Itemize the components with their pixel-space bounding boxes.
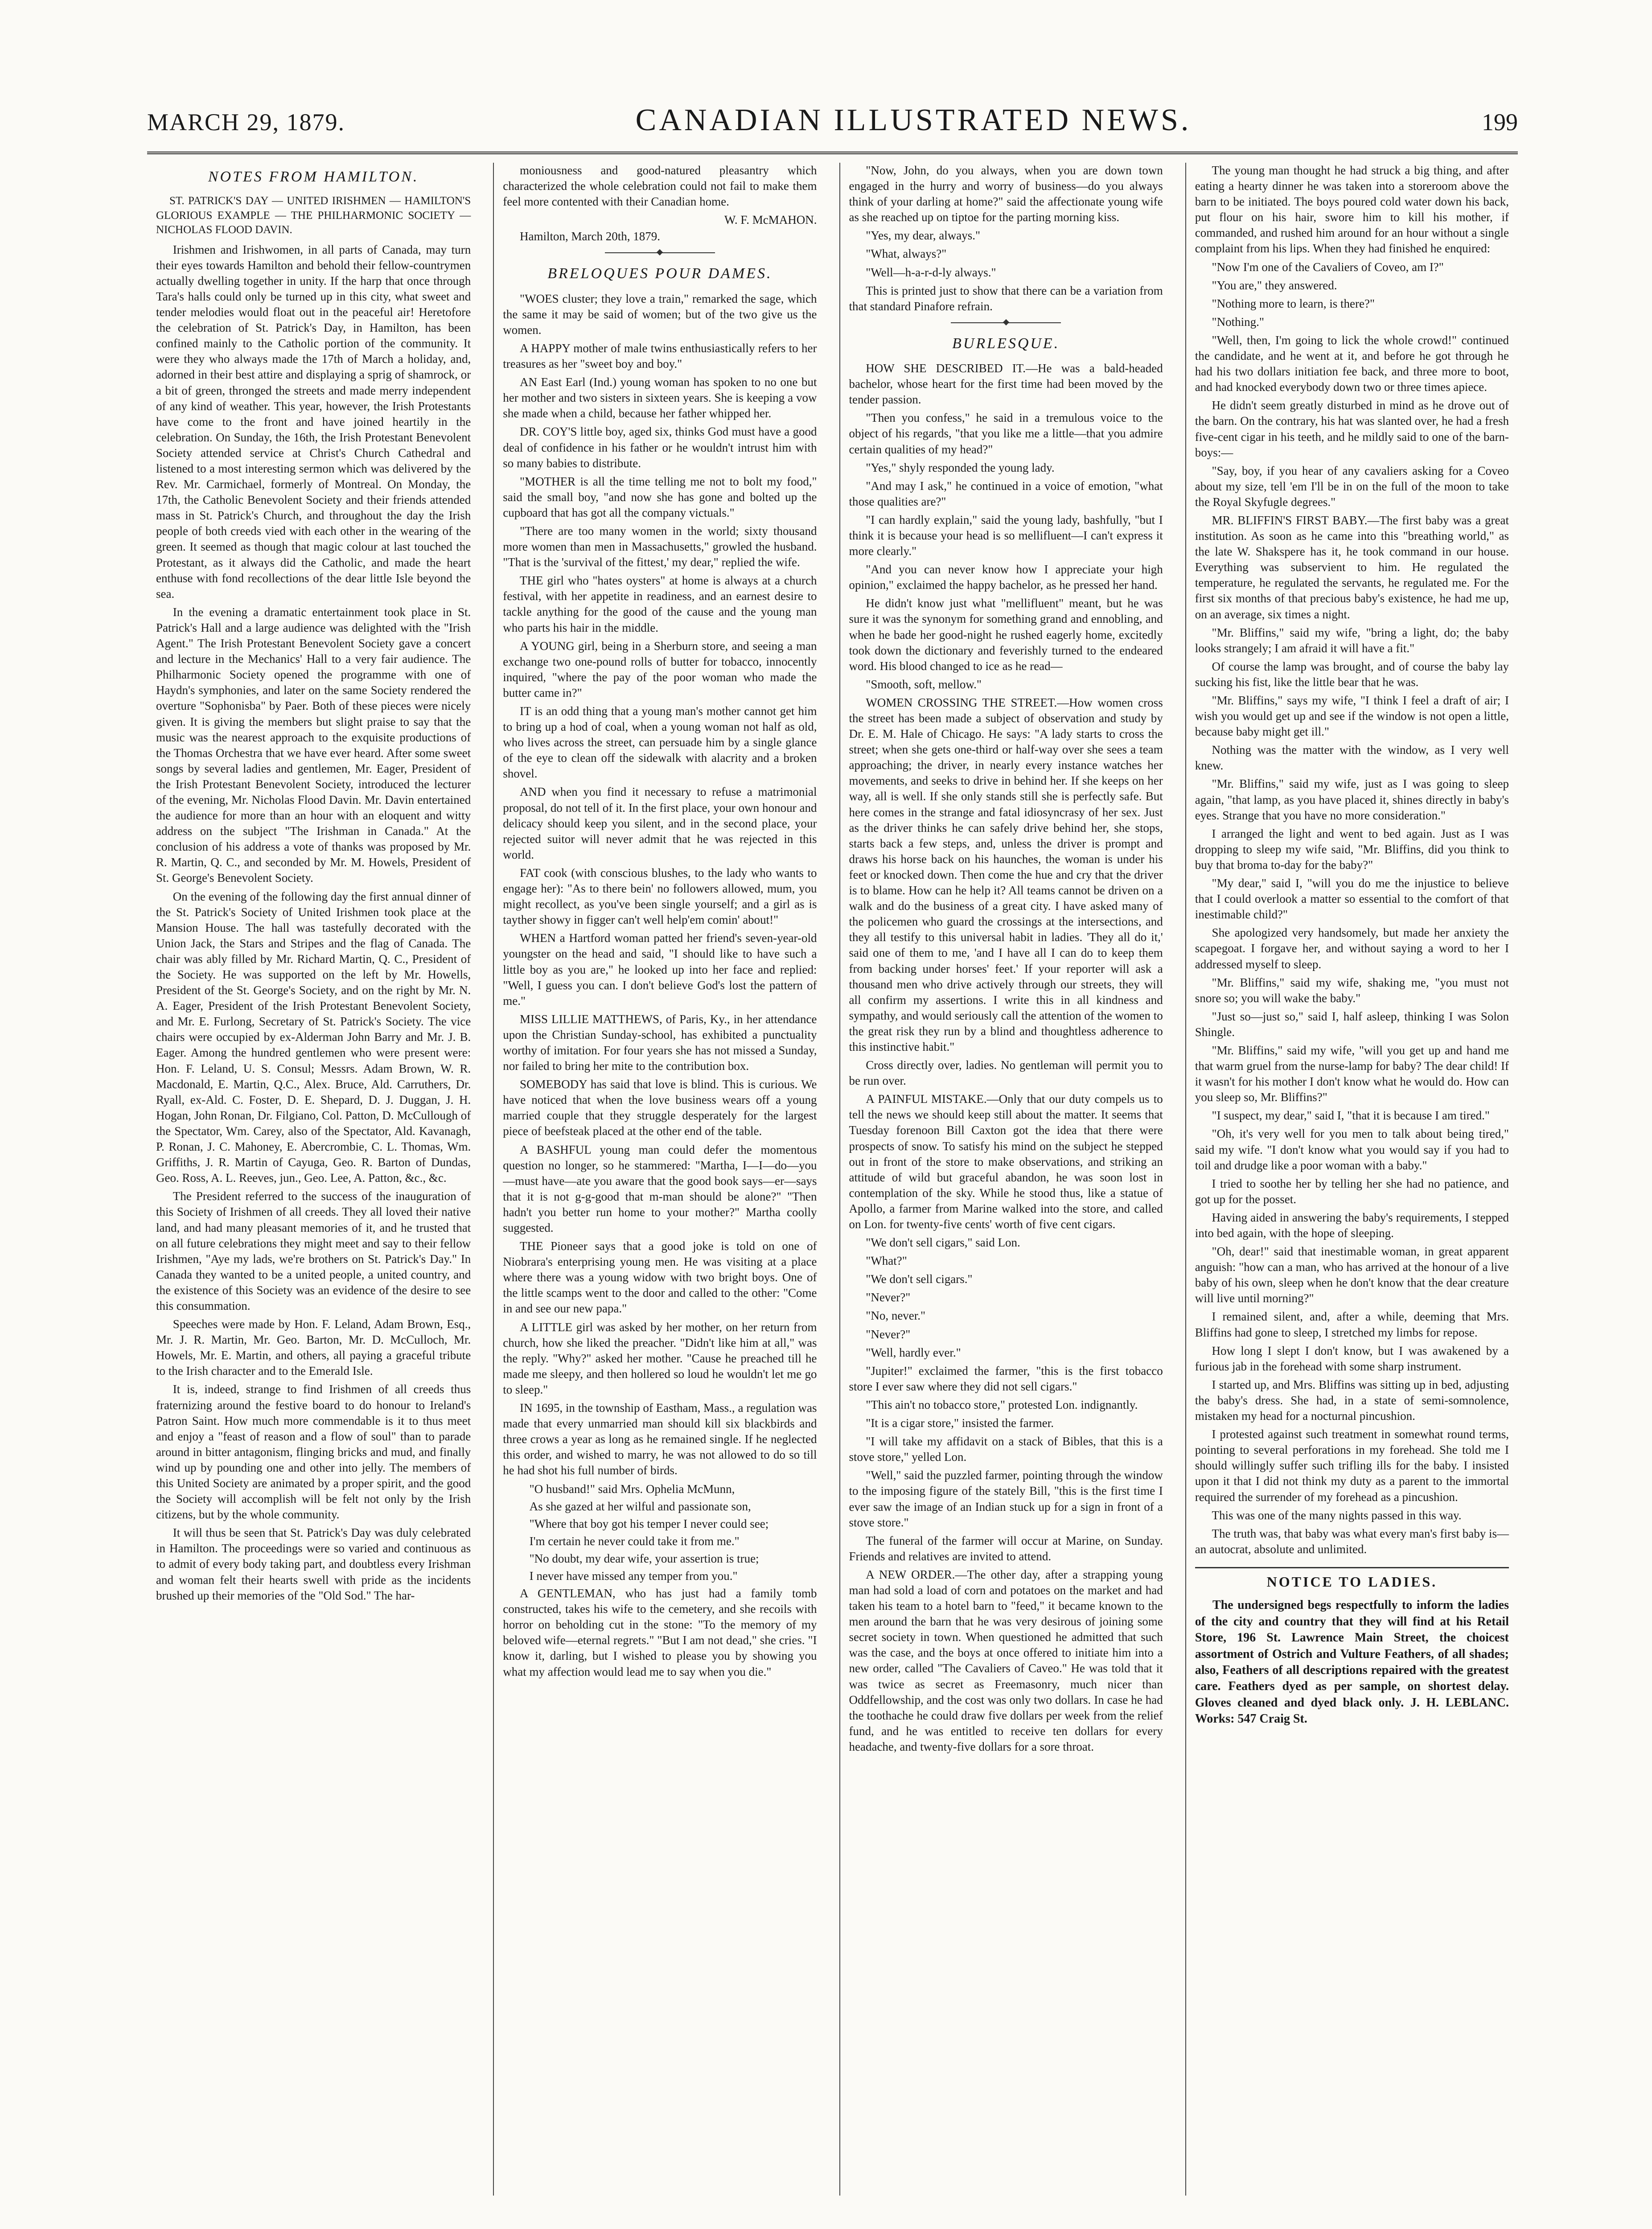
paragraph: It is, indeed, strange to find Irishmen of all creeds thus fraternizing around the festive board to do honour to Ireland's Patron Saint. How much more commendable is it to thus meet and enjoy a "feast of reason and a flow of soul" than to parade around in bitter antagonism, flinging bricks and mud, and finally wind up by pounding one and other into jelly. The members of this United Society are animated by a proper spirit, and the good the Society will accomplish will be felt not only by the Irish citizens, but by the whole community. [156, 1382, 471, 1522]
paragraph: This is printed just to show that there can be a variation from that standard Pinafore refrain. [849, 284, 1163, 313]
section-divider [605, 252, 715, 256]
paragraph: "Never?" [866, 1291, 911, 1304]
paragraph: IT is an odd thing that a young man's mother cannot get him to bring up a hod of coal, when a young woman not half as old, who lives across the street, can persuade him by a single glance of the eye to clean off the sidewalk with alacrity and a broken shovel. [503, 704, 817, 781]
paragraph: "MOTHER is all the time telling me not to bolt my food," said the small boy, "and now she has gone and bolted up the cupboard that has got all the company victuals." [503, 474, 817, 519]
paragraph: I started up, and Mrs. Bliffins was sitting up in bed, adjusting the baby's dress. She had, in a state of semi-somnolence, mistaken my head for a nocturnal pincushion. [1195, 1378, 1509, 1423]
newspaper-page [147, 103, 1518, 2198]
paragraph: How long I slept I don't know, but I was awakened by a furious jab in the forehead with some sharp instrument. [1195, 1344, 1509, 1373]
notice-text: The undersigned begs respectfully to inform the ladies of the city and country that they will find at his Retail Store, 196 St. Lawrence Main Street, the choicest assortment of Ostrich and Vulture Feathers, of all shades; also, Feathers of all descriptions repaired with the greatest care. Feathers dyed as per sample, on shortest delay. Gloves cleaned and dyed black only. J. H. LEBLANC. Works: 547 Craig St. [1195, 1598, 1509, 1726]
verse-line: I never have missed any temper from you." [529, 1569, 738, 1583]
paragraph: "What, always?" [866, 247, 947, 261]
notice-heading: NOTICE TO LADIES. [1266, 1573, 1438, 1590]
final-paragraph: A GENTLEMAN, who has just had a family tomb constructed, takes his wife to the cemetery, and she recoils with horror on beholding cut in the stone: "To the memory of my beloved wife—eternal regrets." "But I am not dead," she cries. "I know it, darling, but I wished to please you by showing you what my affection would lead me to say when you die." [503, 1587, 817, 1678]
paragraph: WHEN a Hartford woman patted her friend's seven-year-old youngster on the head and said, "I should like to have such a little boy as you are," he looked up into her face and replied: "Well, I guess you can. I don't believe God's lost the pattern of me." [503, 931, 817, 1008]
paragraph: "This ain't no tobacco store," protested Lon. indignantly. [866, 1398, 1138, 1411]
masthead [147, 103, 1518, 154]
paragraph: "Now, John, do you always, when you are down town engaged in the hurry and worry of business—do you always think of your darling at home?" said the affectionate young wife as she reached up on tiptoe for the parting morning kiss. [849, 164, 1163, 224]
paragraph: A HAPPY mother of male twins enthusiastically refers to her treasures as her "sweet boy and boy." [503, 341, 817, 371]
paragraph: "Now I'm one of the Cavaliers of Coveo, am I?" [1212, 260, 1444, 274]
col4-paragraphs [1195, 163, 1509, 1557]
paragraph: He didn't seem greatly disturbed in mind as he drove out of the barn. On the contrary, his hat was slanted over, he had a fresh five-cent cigar in his teeth, and he mildly said to one of the barn-boys:— [1195, 399, 1509, 459]
paragraph: "And you can never know how I appreciate your high opinion," exclaimed the happy bachelor, as he pressed her hand. [849, 563, 1163, 592]
paragraph: This was one of the many nights passed in this way. [1212, 1508, 1462, 1522]
column-4 [1185, 163, 1518, 2196]
paragraph: "There are too many women in the world; sixty thousand more women than men in Massachusetts," growled the husband. "That is the 'survival of the fittest,' my dear," replied the wife. [503, 524, 817, 569]
column-3 [839, 163, 1172, 2196]
paragraph: A BASHFUL young man could defer the momentous question no longer, so he stammered: "Martha, I—I—do—you—must have—ate you aware that the good book says—er—says that it is not g-g-good that m-man should be alone?" "Then hadn't you better run home to your mother?" Martha coolly suggested. [503, 1143, 817, 1234]
verse-line: "No doubt, my dear wife, your assertion is true; [529, 1551, 759, 1565]
paragraph: "Mr. Bliffins," said my wife, "will you get up and hand me that warm gruel from the nurse-lamp for baby? The dear child! If it wasn't for his mother I don't know what he would do. How can you sleep so, Mr. Bliffins?" [1195, 1043, 1509, 1104]
paragraph: WOMEN CROSSING THE STREET.—How women cross the street has been made a subject of observation and study by Dr. E. M. Hale of Chicago. He says: "A lady starts to cross the street; when she gets one-third or half-way over she sees a team approaching; the driver, in nearly every instance watches her movements, and seeks to drive in behind her. If she keeps on her way, all is well. If she only stands still she is perfectly safe. But here comes in the strange and fatal idiosyncrasy of her sex. Just as the driver thinks he can safely drive behind her, she stops, starts back a few steps, and, unless the driver is prompt and draws his horse back on his haunches, the woman is under his feet or knocked down. Then come the hue and cry that the driver is to blame. How can he help it? All teams cannot be driven on a walk and do the business of a great city. I have asked many of the policemen who guard the crossings at the intersections, and they all testify to this universal habit in ladies. 'They all do it,' said one of them to me, 'and I have all I can do to keep them from backing under horses' feet.' If your reporter will ask a thousand men who drive actively through our streets, they will all confirm my assertions. I write this in all kindness and sympathy, and would seriously call the attention of the women to the great risk they run by a blind and thoughtless adherence to this instinctive habit." [849, 695, 1163, 1053]
paragraph: "Say, boy, if you hear of any cavaliers asking for a Coveo about my size, tell 'em I'll be in on the full of the moon to take the Royal Skyfugle degrees." [1195, 464, 1509, 509]
column-1 [147, 163, 480, 2196]
paragraph: HOW SHE DESCRIBED IT.—He was a bald-headed bachelor, whose heart for the first time had been moved by the tender passion. [849, 362, 1163, 407]
paragraph: "We don't sell cigars." [866, 1272, 973, 1286]
paragraph: "Then you confess," he said in a tremulous voice to the object of his regards, "that you like me a little—that you admire certain qualities of my head?" [849, 411, 1163, 456]
verse-line: "Where that boy got his temper I never could see; [529, 1517, 769, 1530]
paragraph: It will thus be seen that St. Patrick's Day was duly celebrated in Hamilton. The proceedings were so varied and continuous as to admit of every body taking part, and doubtless every Irishman and woman felt their hearts swell with pride as the incidents brushed up their memories of the "Old Sod." The har- [156, 1526, 471, 1602]
paragraph: The young man thought he had struck a big thing, and after eating a hearty dinner he was taken into a storeroom above the barn to be initiated. The boys poured cold water down his back, put flour on his hair, swore him to kill his mother, if commanded, and rushed him around for an hour without a single complaint from his lips. When they had finished he enquired: [1195, 164, 1509, 255]
paragraph: I tried to soothe her by telling her she had no patience, and got up for the posset. [1195, 1176, 1509, 1206]
paragraph: "Mr. Bliffins," said my wife, "bring a light, do; the baby looks strangely; I am afraid it will have a fit." [1195, 625, 1509, 655]
paragraph: I arranged the light and went to bed again. Just as I was dropping to sleep my wife said, "Mr. Bliffins, did you think to buy that broma to-day for the baby?" [1195, 827, 1509, 872]
paragraph: "Mr. Bliffins," said my wife, shaking me, "you must not snore so; you will wake the baby." [1195, 975, 1509, 1005]
paragraph: AND when you find it necessary to refuse a matrimonial proposal, do not tell of it. In the first place, your own honour and delicacy should keep you silent, and in the second place, your rejected suitor will never admit that he was rejected in this world. [503, 785, 817, 861]
article-columns [147, 163, 1518, 2196]
paragraph: "Well," said the puzzled farmer, pointing through the window to the imposing figure of the stately Bill, "this is the first time I ever saw the image of an Indian stuck up for a sign in front of a stove store." [849, 1468, 1163, 1529]
paragraph: "My dear," said I, "will you do me the injustice to believe that I could overlook a matter so essential to the comfort of that inestimable child?" [1195, 876, 1509, 921]
paragraph: "No, never." [866, 1309, 926, 1323]
paragraph: "You are," they answered. [1212, 278, 1337, 292]
paragraph: "I will take my affidavit on a stack of Bibles, that this is a stove store," yelled Lon. [849, 1435, 1163, 1464]
paragraph: A YOUNG girl, being in a Sherburn store, and seeing a man exchange two one-pound rolls of butter for tobacco, innocently inquired, "where the pay of the poor woman who made the butter came in?" [503, 639, 817, 699]
continued-paragraph: moniousness and good-natured pleasantry which characterized the whole celebration could not fail to make them feel more contented with their Canadian home. [503, 164, 817, 209]
col2-paragraphs [503, 291, 817, 1479]
paragraph: "It is a cigar store," insisted the farmer. [866, 1416, 1054, 1430]
notice-divider [1195, 1567, 1509, 1568]
paragraph: "Nothing." [1212, 315, 1264, 329]
article-heading-notes-from-hamilton: NOTES FROM HAMILTON. [208, 169, 419, 185]
paragraph: "Oh, it's very well for you men to talk about being tired," said my wife. "I don't know what you would say if you had to toil and drudge like a poor woman with a baby." [1195, 1127, 1509, 1172]
verse-line: I'm certain he never could take it from me." [529, 1534, 740, 1548]
paragraph: I remained silent, and, after a while, deeming that Mrs. Bliffins had gone to sleep, I stretched my limbs for repose. [1195, 1310, 1509, 1339]
col3-paragraphs [849, 361, 1163, 1755]
col1-paragraphs [156, 242, 471, 1604]
dateline: Hamilton, March 20th, 1879. [520, 230, 661, 243]
poem-verses [503, 1481, 817, 1584]
paragraph: A PAINFUL MISTAKE.—Only that our duty compels us to tell the news we should keep still about the matter. It seems that Tuesday forenoon Bill Caxton got the idea that there were prospects of snow. To satisfy his mind on the subject he stepped out in front of the store to make observations, and striking an attitude of wild but graceful abandon, he was soon lost in contemplation of the sky. While he stood thus, like a statue of Apollo, a farmer from Marine walked into the store, and called on Lon. for twenty-five cents' worth of five cent cigars. [849, 1092, 1163, 1231]
paragraph: SOMEBODY has said that love is blind. This is curious. We have noticed that when the love business wears off a young married couple that they struggle desperately for the largest piece of beefsteak placed at the other end of the table. [503, 1077, 817, 1138]
paragraph: "Well—h-a-r-d-ly always." [866, 265, 996, 279]
paragraph: "Jupiter!" exclaimed the farmer, "this is the first tobacco store I ever saw where they did not sell cigars." [849, 1364, 1163, 1393]
page-number: 199 [1481, 109, 1518, 136]
paragraph: MR. BLIFFIN'S FIRST BABY.—The first baby was a great institution. As soon as he came into this "breathing world," as the late W. Shakspere has it, he took command in our house. Everything was subservient to him. He regulated the temperature, he regulated the servants, he regulated me. For the first six months of that precious baby's existence, he had me up, on an average, six times a night. [1195, 513, 1509, 621]
paragraph: Of course the lamp was brought, and of course the baby lay sucking his fist, like the little bear that he was. [1195, 659, 1509, 689]
paragraph: Cross directly over, ladies. No gentleman will permit you to be run over. [849, 1058, 1163, 1088]
paragraph: Having aided in answering the baby's requirements, I stepped into bed again, with the hope of sleeping. [1195, 1210, 1509, 1240]
author-signature: W. F. McMAHON. [724, 213, 817, 227]
paragraph: In the evening a dramatic entertainment took place in St. Patrick's Hall and a large audience was delighted with the "Irish Agent." The Irish Protestant Benevolent Society gave a concert and lecture in the Mechanics' Hall to a very fair audience. The Philharmonic Society opened the programme with one of Haydn's symphonies, and later on the same Society rendered the overture "Sophonisba" by Paer. Both of these pieces were nicely given. It is giving the members but slight praise to say that the music was the nearest approach to the exquisite productions of the Thomas Orchestra that we have ever heard. After some sweet songs by several ladies and gentlemen, Mr. Eager, President of the Irish Protestant Benevolent Society, introduced the lecturer of the evening, Mr. Nicholas Flood Davin. Mr. Davin entertained the audience for more than an hour with an eloquent and witty address on the subject "The Irishman in Canada." At the conclusion of his address a vote of thanks was proposed by Mr. R. Martin, Q. C., and seconded by Mr. M. Howels, President of St. George's Benevolent Society. [156, 605, 471, 885]
paragraph: "What?" [866, 1254, 907, 1268]
verse-line: "O husband!" said Mrs. Ophelia McMunn, [529, 1482, 735, 1496]
paragraph: "I can hardly explain," said the young lady, bashfully, "but I think it is because your head is so mellifluent—I can't express it more clearly." [849, 513, 1163, 558]
paragraph: Irishmen and Irishwomen, in all parts of Canada, may turn their eyes towards Hamilton and behold their fellow-countrymen actually dwelling together in unity. If the harp that once through Tara's halls could only be turned up in this city, what sweet and tender melodies would float out in the peaceful air! Heretofore the celebration of St. Patrick's Day, in Hamilton, has been confined mainly to the Catholic portion of the community. It were they who always made the 17th of March a holiday, and, adorned in their best attire and displaying a sprig of shamrock, or a bit of green, thronged the streets and made merry independent of any kind of weather. This year, however, the Irish Protestants have come to the front and have joined heartily in the celebration. On Sunday, the 16th, the Irish Protestant Benevolent Society attended service at Christ's Church Cathedral and listened to a most interesting sermon which was delivered by the Rev. Mr. Carmichael, formerly of Montreal. On Monday, the 17th, the Catholic Benevolent Society and their friends attended mass in St. Patrick's Church, and throughout the day the Irish people of both creeds vied with each other in the wearing of the green. It seemed as though that magic colour at last touched the Protestant, as it always did the Catholic, and made the heart enthuse with fond recollections of the dear little Isle beyond the sea. [156, 243, 471, 600]
paragraph: "Mr. Bliffins," says my wife, "I think I feel a draft of air; I wish you would get up and see if the window is not open a little, because baby might get ill." [1195, 694, 1509, 739]
paragraph: THE girl who "hates oysters" at home is always at a church festival, with her appetite in readiness, and an earnest desire to tackle anything for the good of the cause and the young man who parts his hair in the middle. [503, 574, 817, 634]
paragraph: I protested against such treatment in somewhat round terms, pointing to several perforations in my forehead. She told me I should willingly suffer such trifling ills for the baby. I insisted upon it that I did not think my duty as a parent to the immortal required the surrender of my forehead as a pincushion. [1195, 1427, 1509, 1504]
paragraph: DR. COY'S little boy, aged six, thinks God must have a good deal of confidence in his father or he wouldn't intrust him with so many babies to distribute. [503, 425, 817, 470]
advertisement-notice [1195, 1597, 1509, 1727]
article-heading-breloques: BRELOQUES POUR DAMES. [547, 265, 773, 282]
paragraph: FAT cook (with conscious blushes, to the lady who wants to engage her): "As to there bein' no followers allowed, mum, you might recollect, as you've been single yourself; and a girl as is tayther showy in figger can't well help'em comin' about!" [503, 866, 817, 927]
paragraph: "Yes," shyly responded the young lady. [866, 461, 1055, 474]
paragraph: AN East Earl (Ind.) young woman has spoken to no one but her mother and two sisters in sixteen years. She is keeping a vow she made when a child, because her father whipped her. [503, 375, 817, 420]
paragraph: The truth was, that baby was what every man's first baby is—an autocrat, absolute and unlimited. [1195, 1526, 1509, 1556]
section-divider [951, 322, 1060, 326]
paragraph: "Just so—just so," said I, half asleep, thinking I was Solon Shingle. [1195, 1009, 1509, 1039]
paragraph: "WOES cluster; they love a train," remarked the sage, which the same it may be said of women; but of the two give us the women. [503, 292, 817, 337]
col3-lead-paragraphs [849, 163, 1163, 314]
paragraph: "Oh, dear!" said that inestimable woman, in great apparent anguish: "how can a man, who has arrived at the honour of a live baby of his own, sleep when he don't know that the dear creature will live until morning?" [1195, 1245, 1509, 1305]
paragraph: "We don't sell cigars," said Lon. [866, 1236, 1020, 1250]
paragraph: IN 1695, in the township of Eastham, Mass., a regulation was made that every unmarried man should kill six blackbirds and three crows a year as long as he remained single. If he neglected this order, and wished to marry, he was not allowed to do so till he had shot his full number of birds. [503, 1401, 817, 1477]
newspaper-title: CANADIAN ILLUSTRATED NEWS. [635, 103, 1192, 137]
paragraph: On the evening of the following day the first annual dinner of the St. Patrick's Society of United Irishmen took place at the Mansion House. The hall was tastefully decorated with the Union Jack, the Stars and Stripes and the flag of Canada. The chair was ably filled by Mr. Richard Martin, Q. C., President of the Society. He was supported on the left by Mr. Howells, President of the St. George's Society, and on the right by Mr. N. A. Eager, President of the Irish Protestant Benevolent Society, and Mr. E. Furlong, Secretary of St. Patrick's Society. The vice chairs were occupied by ex-Alderman John Barry and Mr. J. B. Eager. Among the hundred gentlemen who were present were: Hon. F. Leland, U. S. Consul; Messrs. Adam Brown, W. R. Macdonald, E. Martin, Q.C., Alex. Bruce, Ald. Carruthers, Dr. Ryall, ex-Ald. C. Foster, D. E. Shepard, D. J. Duggan, J. H. Hogan, John Ronan, Dr. Filgiano, Col. Patton, D. McCullough of the Spectator, Wm. Carey, also of the Spectator, Ald. Kavanagh, P. Ronan, J. C. Mahoney, E. Abercrombie, C. L. Thomas, Wm. Griffiths, J. R. Martin of Cayuga, Geo. R. Barton of Dundas, Geo. Ross, A. L. Reeves, jun., Geo. Lee, A. Patton, &c., &c. [156, 889, 471, 1185]
paragraph: "And may I ask," he continued in a voice of emotion, "what those qualities are?" [849, 479, 1163, 508]
paragraph: The funeral of the farmer will occur at Marine, on Sunday. Friends and relatives are invited to attend. [849, 1534, 1163, 1563]
paragraph: A NEW ORDER.—The other day, after a strapping young man had sold a load of corn and potatoes on the market and had taken his team to a hotel barn to "feed," it became known to the men around the barn that he was very desirous of joining some secret society in town. When questioned he admitted that such was the case, and the boys at once offered to initiate him into a new order, called "The Cavaliers of Caveo." He was told that it was twice as secret as Freemasonry, much nicer than Oddfellowship, and the cost was only two dollars. In case he had the toothache he could draw five dollars per week from the relief fund, and he was entitled to receive ten dollars for every headache, and twenty-five dollars for a sore throat. [849, 1567, 1163, 1753]
paragraph: Speeches were made by Hon. F. Leland, Adam Brown, Esq., Mr. J. R. Martin, Mr. Geo. Barton, Mr. D. McCulloch, Mr. Howels, Mr. E. Martin, and others, all paying a graceful tribute to the Irish character and to the Emerald Isle. [156, 1317, 471, 1378]
column-2 [493, 163, 826, 2196]
verse-line: As she gazed at her wilful and passionate son, [529, 1499, 751, 1513]
paragraph: "Well, hardly ever." [866, 1345, 961, 1359]
paragraph: "Yes, my dear, always." [866, 229, 980, 243]
paragraph: "Never?" [866, 1327, 911, 1341]
paragraph: The President referred to the success of the inauguration of this Society of Irishmen of all creeds. They all loved their native land, and had many pleasant memories of it, and he trusted that on all future celebrations they might meet and say to their fellow Irishmen, "Aye my lads, we're brothers on St. Patrick's Day." In Canada they wanted to be a united people, a united country, and the existence of this Society was an evidence of the desire to see this consummation. [156, 1189, 471, 1312]
paragraph: She apologized very handsomely, but made her anxiety the scapegoat. I forgave her, and without saying a word to her I addressed myself to sleep. [1195, 926, 1509, 971]
paragraph: "Mr. Bliffins," said my wife, just as I was going to sleep again, "that lamp, as you have placed it, shines directly in baby's eyes. Strange that you have no more consideration." [1195, 777, 1509, 822]
paragraph: "Nothing more to learn, is there?" [1212, 296, 1375, 310]
paragraph: A LITTLE girl was asked by her mother, on her return from church, how she liked the preacher. "Didn't like him at all," was the reply. "Why?" asked her mother. "Cause he preached till he made me sleepy, and then hollered so loud he wouldn't let me go to sleep." [503, 1320, 817, 1396]
paragraph: MISS LILLIE MATTHEWS, of Paris, Ky., in her attendance upon the Christian Sunday-school, has exhibited a punctuality worthy of imitation. For four years she has not missed a Sunday, nor failed to bring her mite to the contribution box. [503, 1012, 817, 1073]
paragraph: "Well, then, I'm going to lick the whole crowd!" continued the candidate, and he went at it, and before he got through he had his two dollars initiation fee back, and three more to boot, and had knocked everybody down two or three times apiece. [1195, 333, 1509, 394]
paragraph: THE Pioneer says that a good joke is told on one of Niobrara's enterprising young men. He was visiting at a place where there was a young widow with two bright boys. One of the little scamps went to the door and called to the other: "Come in and see our new papa." [503, 1239, 817, 1316]
paragraph: He didn't know just what "mellifluent" meant, but he was sure it was the synonym for something grand and ennobling, and when he bade her good-night he rushed eagerly home, excitedly took down the dictionary and feverishly turned to the endeared word. His blood changed to ice as he read— [849, 596, 1163, 673]
article-subhead: ST. PATRICK'S DAY — UNITED IRISHMEN — HAMILTON'S GLORIOUS EXAMPLE — THE PHILHARMONIC SOCIETY — NICHOLAS FLOOD DAVIN. [156, 195, 471, 236]
paragraph: "Smooth, soft, mellow." [866, 677, 982, 691]
article-heading-burlesque: BURLESQUE. [952, 335, 1060, 352]
issue-date: MARCH 29, 1879. [147, 109, 345, 136]
paragraph: "I suspect, my dear," said I, "that it is because I am tired." [1212, 1109, 1490, 1123]
paragraph: Nothing was the matter with the window, as I very well knew. [1195, 743, 1509, 773]
